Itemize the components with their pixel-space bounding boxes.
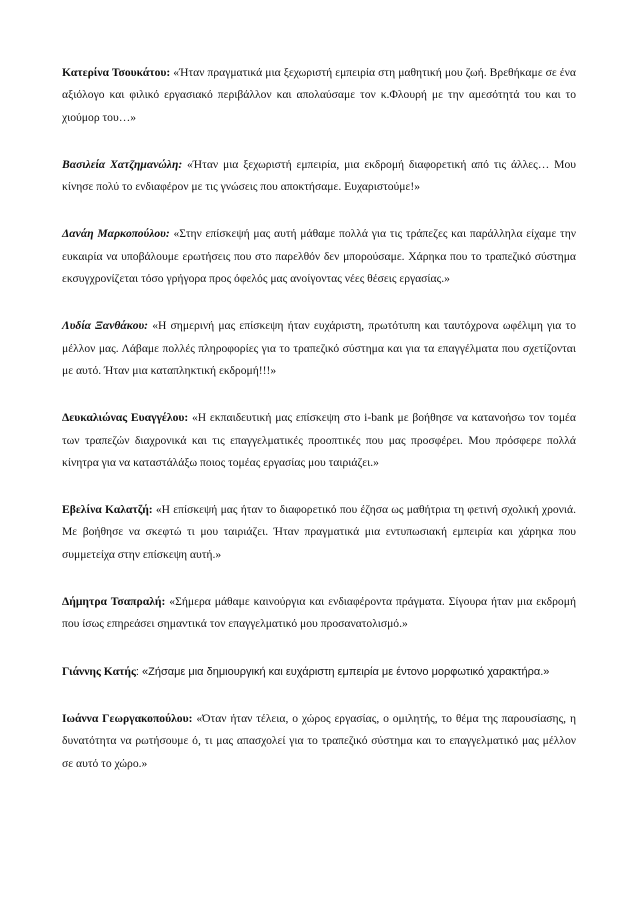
testimonial-entry: [62, 407, 576, 474]
testimonial-quote: «Η σημερινή μας επίσκεψη ήταν ευχάριστη, πρωτότυπη και ταυτόχρονα ωφέλιμη για το μέλλον μας. Λάβαμε πολλές πληροφορίες για το τραπεζικό σύστημα και για τα επαγγέλματα που σχετίζονται με αυτό. Ήταν μια καταπληκτική εκδρομή!!!»: [62, 319, 576, 377]
testimonial-quote: «Σήμερα μάθαμε καινούργια και ενδιαφέροντα πράγματα. Σίγουρα ήταν μια εκδρομή που ίσως επηρεάσει σημαντικά τον επαγγελματικό μου προσανατολισμό.»: [62, 595, 577, 631]
testimonial-author: Δήμητρα Τσαπραλή:: [62, 595, 166, 609]
testimonial-quote: «Ήταν μια ξεχωριστή εμπειρία, μια εκδρομή διαφορετική από τις άλλες… Μου κίνησε πολύ το ενδιαφέρον με τις γνώσεις που αποκτήσαμε. Ευχαριστούμε!»: [62, 157, 576, 194]
testimonial-entry: [62, 62, 576, 129]
testimonial-quote: «Ήταν πραγματικά μια ξεχωριστή εμπειρία στη μαθητική μου ζωή. Βρεθήκαμε σε ένα αξιόλογο και φιλικό εργασιακό περιβάλλον και απολαύσαμε τον κ.Φλουρή με την αμεσότητά του και το χιούμορ του…»: [62, 66, 576, 124]
testimonial-entry: [62, 591, 576, 636]
testimonial-author: Δανάη Μαρκοπούλου:: [62, 227, 170, 241]
testimonial-author: Κατερίνα Τσουκάτου:: [62, 66, 171, 79]
testimonial-quote: «Η επίσκεψή μας ήταν το διαφορετικό που έζησα ως μαθήτρια τη φετινή σχολική χρονιά. Με βοήθησε να σκεφτώ τι μου ταιριάζει. Ήταν πραγματικά μια εντυπωσιακή εμπειρία και χάρηκα που συμμετείχα στην επίσκεψη αυτή.»: [62, 503, 576, 561]
testimonial-author: Γιάννης Κατής: [62, 664, 136, 678]
testimonial-quote: «Στην επίσκεψή μας αυτή μάθαμε πολλά για τις τράπεζες και παράλληλα είχαμε την ευκαιρία να υποβάλουμε ερωτήσεις που στο παρελθόν δεν μπορούσαμε. Χάρηκα που το τραπεζικό σύστημα εκσυγχρονίζεται τόσο γρήγορα προς όφελός μας ανοίγοντας νέες θέσεις εργασίας.»: [62, 227, 577, 286]
testimonial-quote: : «Ζήσαμε μια δημιουργική και ευχάριστη εμπειρία με έντονο μορφωτικό χαρακτήρα.»: [135, 665, 550, 678]
testimonial-author: Λυδία Ξανθάκου:: [62, 319, 149, 333]
testimonial-author: Ιωάννα Γεωργακοπούλου:: [62, 711, 193, 725]
testimonial-entry: [62, 661, 576, 683]
testimonial-entry: [62, 223, 576, 290]
testimonial-entry: [62, 708, 576, 775]
testimonial-author: Δευκαλιώνας Ευαγγέλου:: [62, 411, 189, 425]
testimonial-author: Βασιλεία Χατζημανώλη:: [62, 157, 183, 171]
testimonial-entry: [62, 315, 576, 382]
testimonial-entry: [62, 499, 576, 566]
testimonial-quote: «Όταν ήταν τέλεια, ο χώρος εργασίας, ο ομιλητής, το θέμα της παρουσίασης, η δυνατότητα να ρωτήσουμε ό, τι μας απασχολεί για το τραπεζικό σύστημα και το επαγγελματικό μας μέλλον σε αυτό το χώρο.»: [62, 711, 577, 770]
testimonials-list: [62, 62, 576, 800]
testimonial-entry: [62, 154, 576, 199]
testimonial-quote: «Η εκπαιδευτική μας επίσκεψη στο i-bank με βοήθησε να κατανοήσω τον τομέα των τραπεζών διαχρονικά και τις επαγγελματικές προοπτικές που μας προσφέρει. Μου πρόσφερε πολλά κίνητρα για να καταστάλάξω ποιος τομέας εργασίας μου ταιριάζει.»: [62, 411, 576, 469]
testimonial-author: Εβελίνα Καλατζή:: [62, 503, 153, 517]
